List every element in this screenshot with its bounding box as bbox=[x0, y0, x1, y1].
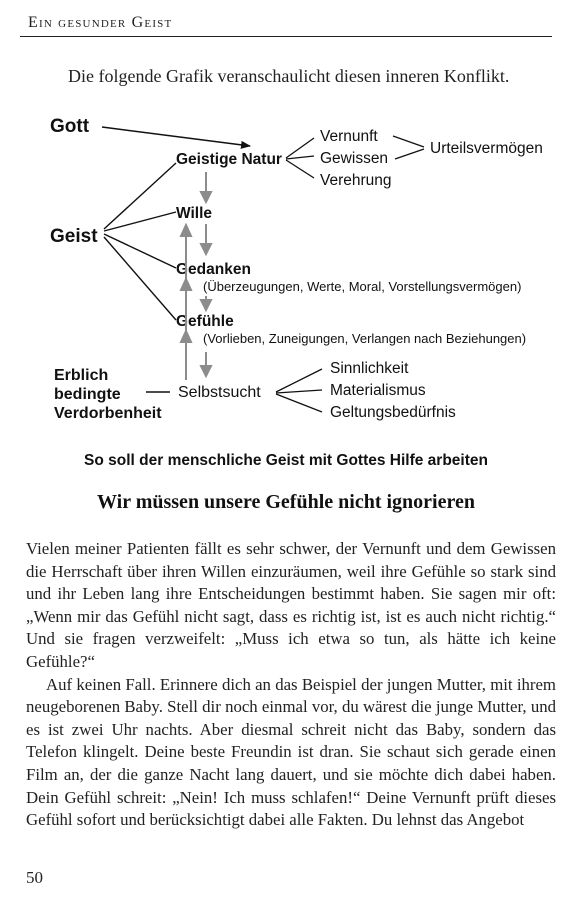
paragraph-2: Auf keinen Fall. Erinnere dich an das Beispiel der jungen Mutter, mit ihrem neugeborenen Baby. Stell dir noch einmal vor, du wärest die junge Mutter, und es ist zwei Uhr nachts. Aber diesmal schreit nicht das Baby, sondern das Telefon klingelt. Deine beste Freundin ist dran. Sie schaut sich gerade einen Film an, der die ganze Nacht lang dauert, und sie möchte dich dabei haben. Dein Gefühl schreit: „Nein! Ich muss schlafen!“ Deine Vernunft prüft dieses Gefühl sofort und berücksichtigt dabei alle Fakten. Du lehnst das Angebot bbox=[26, 674, 556, 830]
section-heading: Wir müssen unsere Gefühle nicht ignorieren bbox=[97, 491, 475, 513]
paragraph-1: Vielen meiner Patienten fällt es sehr schwer, der Vernunft und dem Gewissen die Herrschaft über ihren Willen einzuräumen, weil ihre Gefühle so stark sind und ihr Leben lang ihre Entscheidungen bestimmt haben. Sie sagen mir oft: „Wenn mir das Gefühl nicht sagt, dass es richtig ist, ist es auch nicht richtig.“ Und sie fragen verzweifelt: „Muss ich etwa so tun, als hätte ich keine Gefühle?“ bbox=[26, 539, 556, 671]
body-text bbox=[26, 538, 556, 832]
gott-label: Gott bbox=[50, 116, 90, 137]
vernunft-label: Vernunft bbox=[320, 128, 378, 145]
erblich-line-2: bedingte bbox=[54, 386, 121, 403]
running-title: Ein gesunder Geist bbox=[28, 14, 173, 31]
gott-arrow bbox=[102, 127, 250, 146]
erblich-line-1: Erblich bbox=[54, 367, 109, 384]
gefuehle-note: (Vorlieben, Zuneigungen, Verlangen nach Beziehungen) bbox=[203, 331, 527, 346]
selbstsucht-fan-lines bbox=[276, 369, 322, 412]
intro-text: Die folgende Grafik veranschaulicht diesen inneren Konflikt. bbox=[68, 66, 510, 86]
geistige-natur-label: Geistige Natur bbox=[176, 151, 282, 168]
materialismus-label: Materialismus bbox=[330, 382, 426, 399]
verehrung-label: Verehrung bbox=[320, 172, 392, 189]
gedanken-label: Gedanken bbox=[176, 261, 251, 278]
geist-fan-lines bbox=[104, 163, 176, 320]
geltungsbeduerfnis-label: Geltungsbedürfnis bbox=[330, 404, 456, 421]
gefuehle-label: Gefühle bbox=[176, 313, 234, 330]
diagram-caption: So soll der menschliche Geist mit Gottes Hilfe arbeiten bbox=[84, 452, 488, 469]
gedanken-note: (Überzeugungen, Werte, Moral, Vorstellungsvermögen) bbox=[203, 279, 522, 294]
erblich-line-3: Verdorbenheit bbox=[54, 405, 162, 422]
geist-label: Geist bbox=[50, 226, 98, 247]
sinnlichkeit-label: Sinnlichkeit bbox=[330, 360, 409, 377]
page-number: 50 bbox=[26, 868, 43, 887]
gewissen-label: Gewissen bbox=[320, 150, 389, 167]
urteil-merge-lines bbox=[393, 136, 424, 159]
urteilsvermoegen-label: Urteilsvermögen bbox=[430, 140, 543, 157]
selbstsucht-label: Selbstsucht bbox=[178, 384, 261, 401]
upward-arrows bbox=[181, 225, 191, 380]
wille-label: Wille bbox=[176, 205, 213, 222]
natur-fan-lines bbox=[286, 138, 314, 178]
